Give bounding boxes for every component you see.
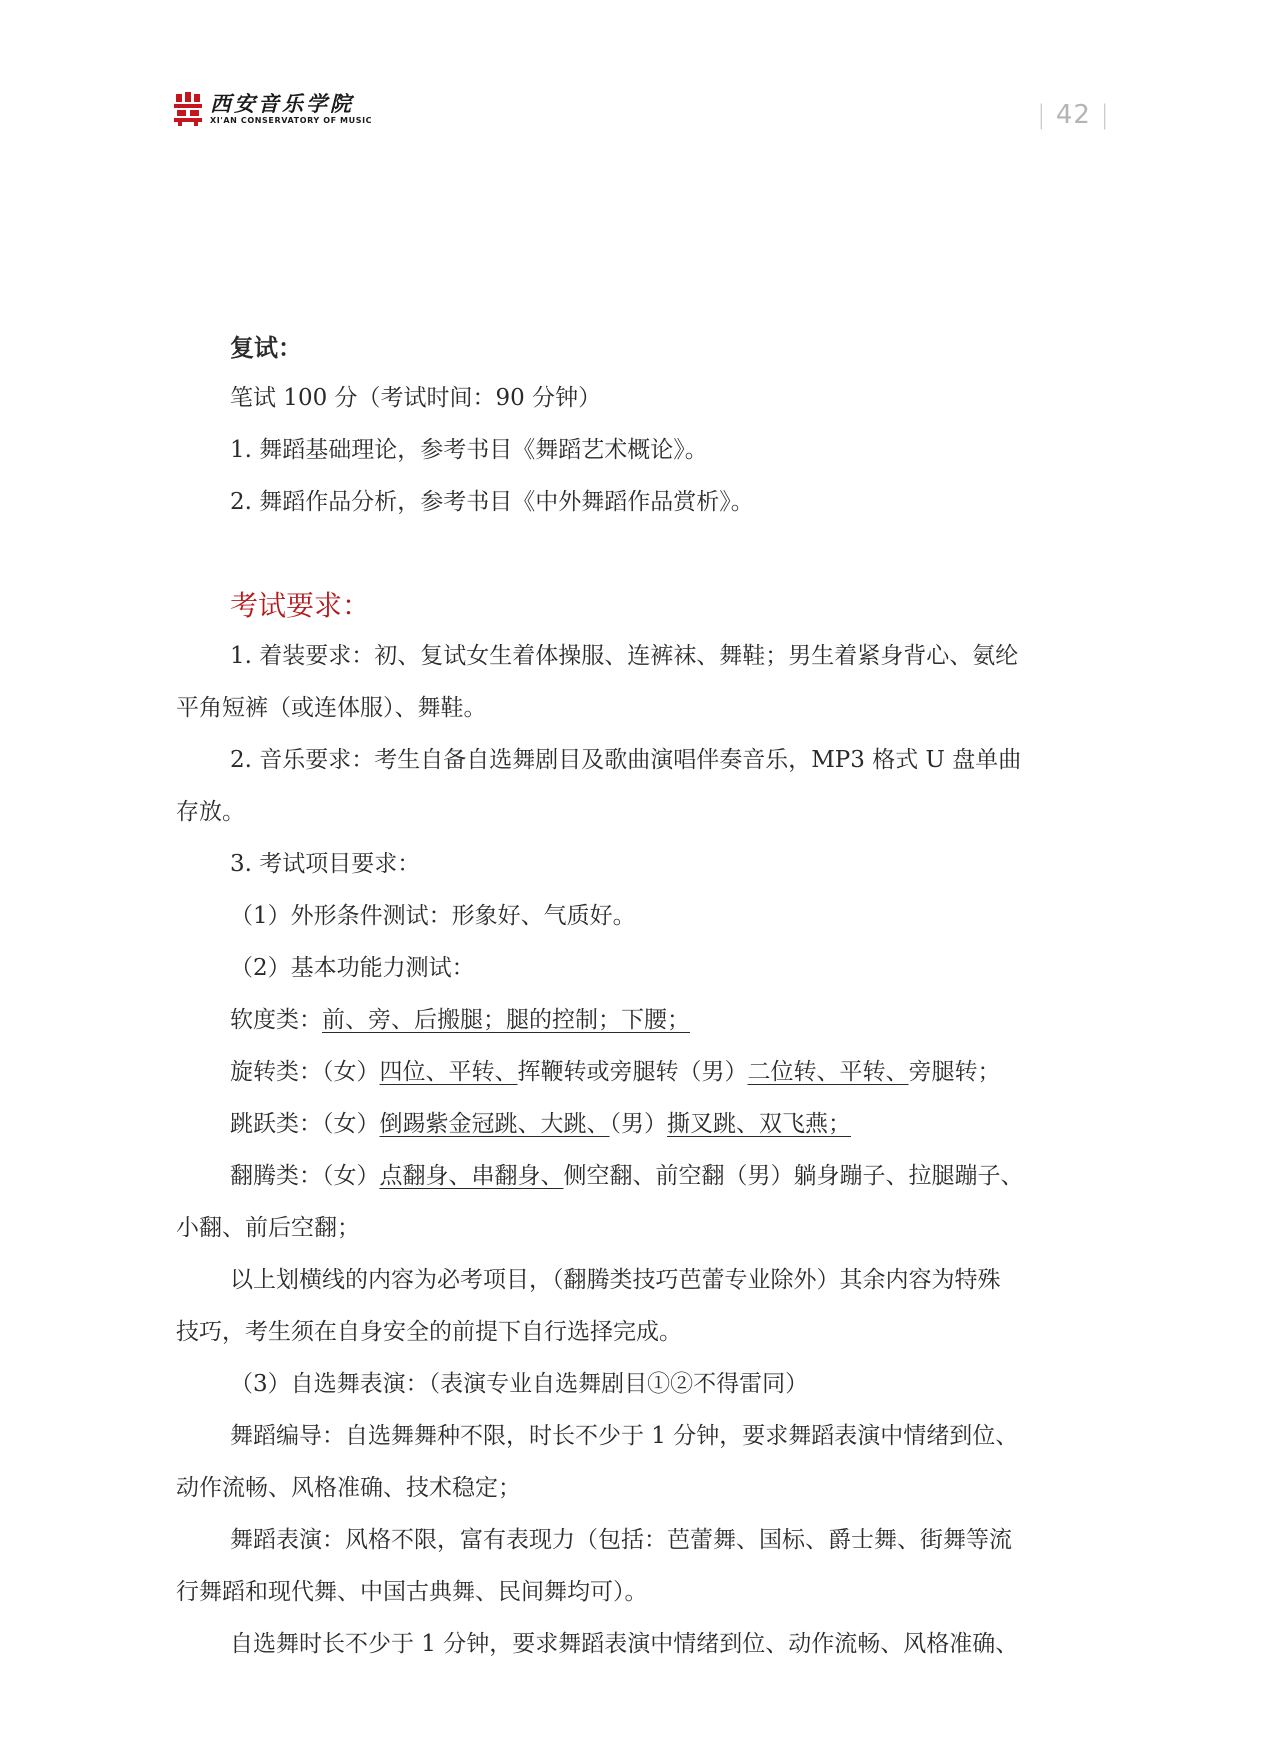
retest-written-exam: 笔试 100 分（考试时间：90 分钟） [230,385,602,411]
logo-english-name: XI'AN CONSERVATORY OF MUSIC [210,116,373,125]
school-logo [174,92,372,126]
underline-note-line-2: 技巧，考生须在自身安全的前提下自行选择完成。 [176,1319,682,1345]
choreography-line-2: 动作流畅、风格准确、技术稳定； [176,1475,521,1501]
retest-item-2: 2. 舞蹈作品分析，参考书目《中外舞蹈作品赏析》。 [230,489,754,515]
school-emblem-icon [174,92,202,126]
logo-chinese-name: 西安音乐学院 [210,91,354,116]
spin-required-female: 四位、平转、 [379,1059,518,1085]
requirements-heading: 考试要求： [230,589,371,622]
basic-skills-test: （2）基本功能力测试： [230,955,475,981]
page-number: | 42 | [1036,100,1110,130]
jump-required-female: 倒踢紫金冠跳、大跳、 [379,1111,610,1137]
page-header [174,92,1114,140]
tumble-category-line-1: 翻腾类：（女）点翻身、串翻身、侧空翻、前空翻（男）躺身蹦子、拉腿蹦子、 [230,1163,1024,1189]
jump-category: 跳跃类：（女）倒踢紫金冠跳、大跳、（男）撕叉跳、双飞燕； [230,1111,851,1137]
music-requirement-line-1: 2. 音乐要求：考生自备自选舞剧目及歌曲演唱伴奏音乐，MP3 格式 U 盘单曲 [230,747,1022,773]
appearance-test: （1）外形条件测试：形象好、气质好。 [230,903,636,929]
attire-requirement-line-1: 1. 着装要求：初、复试女生着体操服、连裤袜、舞鞋；男生着紧身背心、氨纶 [230,643,1019,669]
attire-requirement-line-2: 平角短裤（或连体服）、舞鞋。 [176,695,487,721]
solo-dance-performance: （3）自选舞表演：（表演专业自选舞剧目①②不得雷同） [230,1371,809,1397]
jump-required-male: 撕叉跳、双飞燕； [667,1111,851,1137]
flexibility-category: 软度类：前、旁、后搬腿；腿的控制；下腰； [230,1007,690,1033]
duration-requirement: 自选舞时长不少于 1 分钟，要求舞蹈表演中情绪到位、动作流畅、风格准确、 [230,1631,1019,1657]
underline-note-line-1: 以上划横线的内容为必考项目，（翻腾类技巧芭蕾专业除外）其余内容为特殊 [230,1267,1001,1293]
performance-line-1: 舞蹈表演：风格不限，富有表现力（包括：芭蕾舞、国标、爵士舞、街舞等流 [230,1527,1012,1553]
music-requirement-line-2: 存放。 [176,799,245,825]
flexibility-required-items: 前、旁、后搬腿；腿的控制；下腰； [322,1007,690,1033]
spin-category: 旋转类：（女）四位、平转、挥鞭转或旁腿转（男）二位转、平转、旁腿转； [230,1059,1001,1085]
performance-line-2: 行舞蹈和现代舞、中国古典舞、民间舞均可）。 [176,1579,648,1605]
retest-item-1: 1. 舞蹈基础理论，参考书目《舞蹈艺术概论》。 [230,437,708,463]
tumble-category-line-2: 小翻、前后空翻； [176,1215,360,1241]
spin-required-male: 二位转、平转、 [747,1059,909,1085]
tumble-required-female: 点翻身、串翻身、 [379,1163,564,1189]
choreography-line-1: 舞蹈编导：自选舞舞种不限，时长不少于 1 分钟，要求舞蹈表演中情绪到位、 [230,1423,1019,1449]
exam-items-title: 3. 考试项目要求： [230,851,421,877]
retest-heading: 复试： [230,334,302,362]
